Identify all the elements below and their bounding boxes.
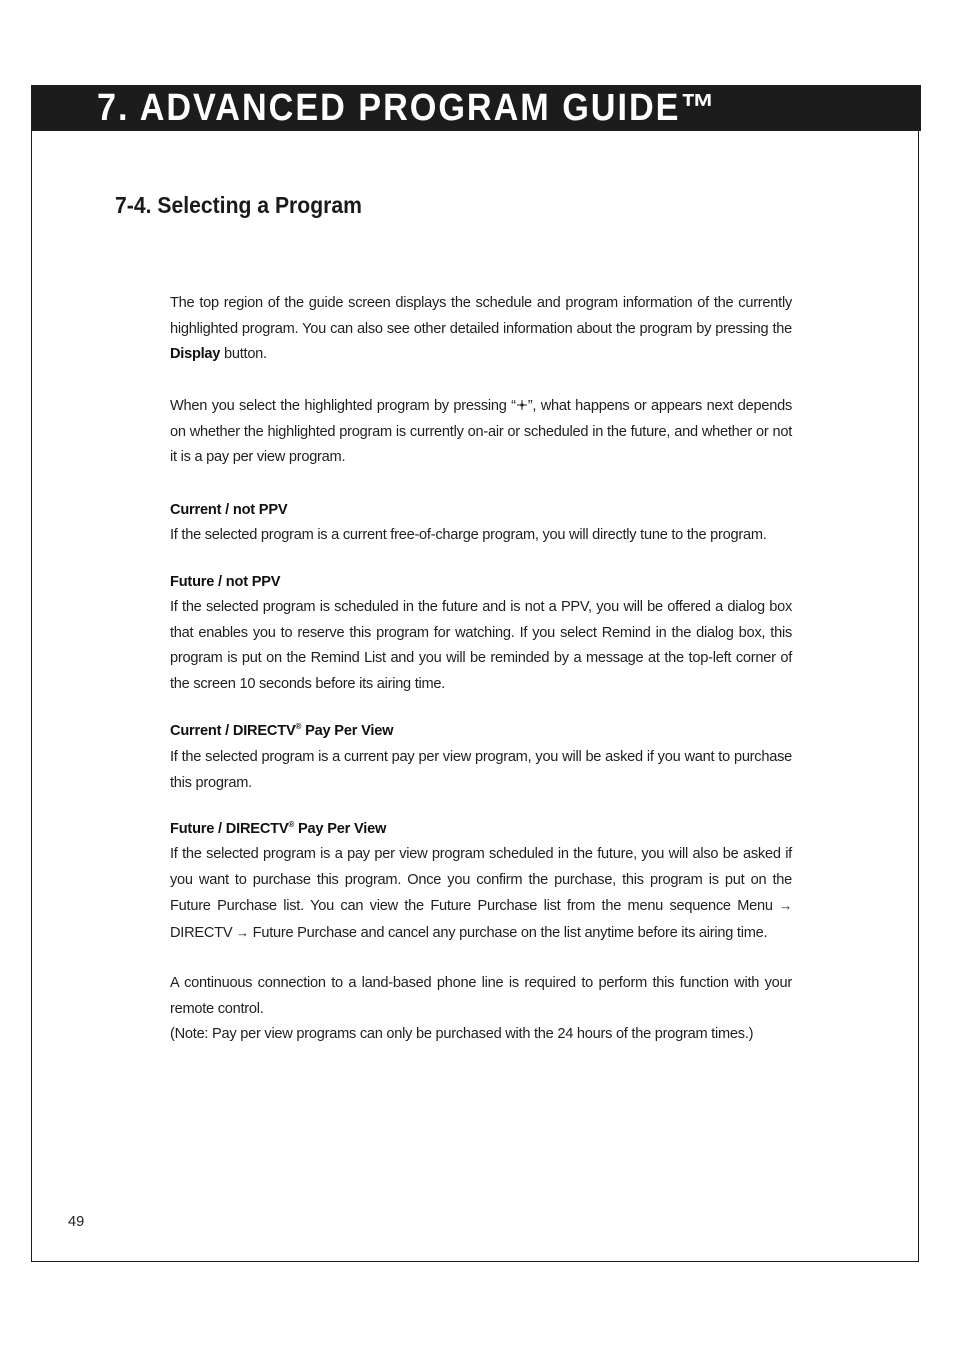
ppv-note: (Note: Pay per view programs can only be purchased with the 24 hours of the program times.)	[170, 1026, 754, 1042]
section-heading: 7-4. Selecting a Program	[115, 192, 362, 218]
case-heading-future-ppv	[170, 817, 386, 843]
intro-text: The top region of the guide screen displays the schedule and program information of the currently highlighted program. You can also see other detailed information about the program by pressing the	[170, 295, 792, 337]
case-text-future-not-ppv: If the selected program is scheduled in the future and is not a PPV, you will be offered a dialog box that enables you to reserve this program for watching. If you select Remind in the dialog box, this program is put on the Remind List and you will be reminded by a message at the top-left corner of the screen 10 seconds before its airing time.	[170, 599, 792, 693]
chapter-title-bar	[31, 85, 921, 131]
intro-text-end: button.	[220, 346, 267, 363]
page-number: 49	[68, 1214, 85, 1230]
case-text-future-ppv-start: If the selected program is a pay per view program scheduled in the future, you will also be asked if you want to purchase this program. Once you confirm the purchase, this program is put on the Future Purchase list. You can view the Future Purchase list from the menu sequence Menu	[170, 846, 792, 915]
select-paragraph	[170, 394, 792, 471]
phone-line-paragraph: A continuous connection to a land-based phone line is required to perform this function with your remote control.	[170, 975, 792, 1017]
case-heading-future-ppv-text: Future / DIRECTV	[170, 821, 289, 837]
case-text-current-ppv: If the selected program is a current pay per view program, you will be asked if you want to purchase this program.	[170, 749, 792, 791]
select-text-end: ”, what happens or appears next depends on whether the highlighted program is currently on-air or scheduled in the future, and whether or not it is a pay per view program.	[170, 398, 793, 466]
case-heading-current-ppv-suffix: Pay Per View	[301, 723, 394, 739]
case-heading-future-ppv-suffix: Pay Per View	[294, 821, 387, 837]
registered-mark: ®	[288, 820, 295, 829]
case-heading-future-not-ppv: Future / not PPV	[170, 574, 281, 590]
display-button-label: Display	[170, 346, 221, 363]
right-arrow-icon: →	[236, 925, 249, 941]
registered-mark: ®	[295, 722, 302, 731]
right-arrow-icon: →	[779, 898, 792, 914]
intro-paragraph	[170, 291, 792, 368]
case-text-future-ppv-end: Future Purchase and cancel any purchase on the list anytime before its airing time.	[248, 925, 768, 942]
select-dpad-icon	[516, 399, 528, 411]
case-text-future-ppv-directv: DIRECTV	[170, 925, 237, 942]
case-heading-current-ppv	[170, 719, 393, 745]
select-text: When you select the highlighted program by pressing “	[170, 398, 516, 414]
case-heading-current-not-ppv: Current / not PPV	[170, 502, 288, 518]
case-heading-current-ppv-text: Current / DIRECTV	[170, 723, 296, 739]
case-text-current-not-ppv: If the selected program is a current free-of-charge program, you will directly tune to the program.	[170, 527, 767, 543]
case-text-future-ppv	[170, 842, 792, 947]
chapter-title: 7. ADVANCED PROGRAM GUIDE™	[97, 87, 717, 129]
